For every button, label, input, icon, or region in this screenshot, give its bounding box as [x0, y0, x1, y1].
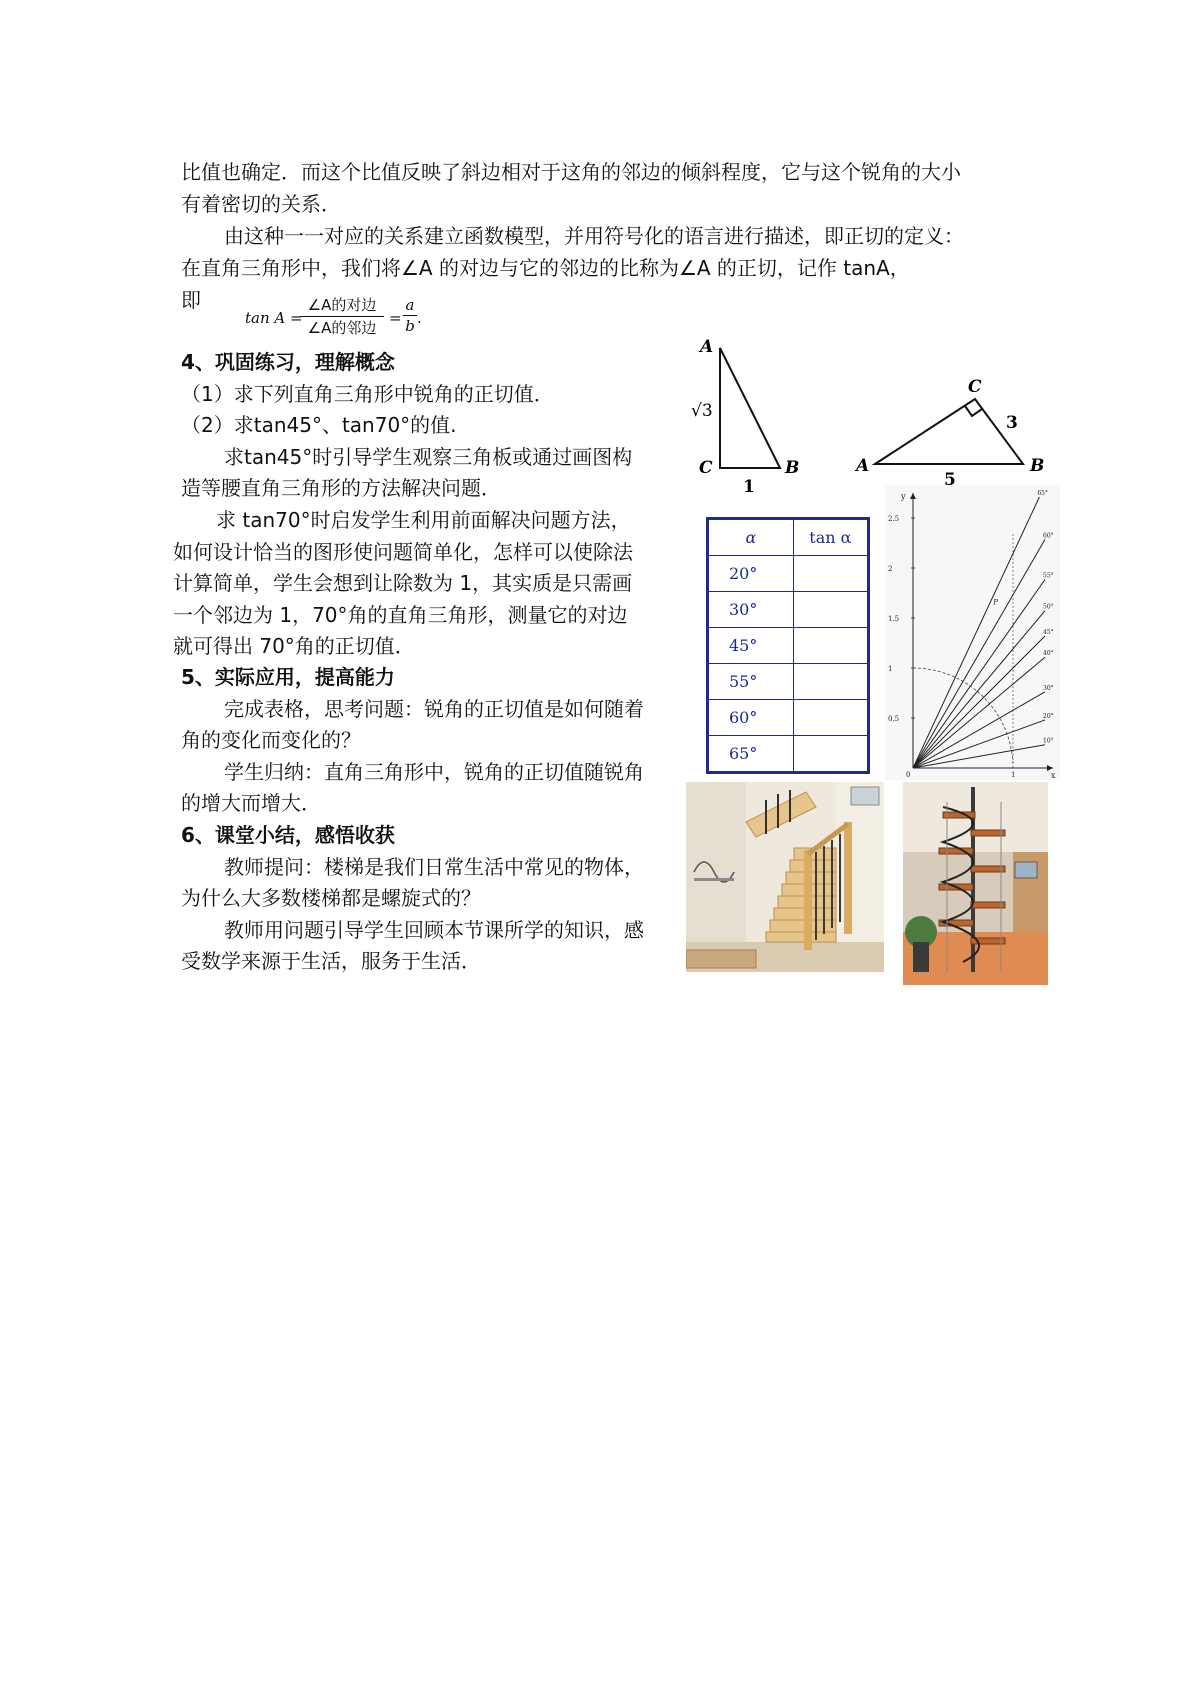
intro-line-2: 有着密切的关系．	[181, 192, 341, 216]
table-row: 55°	[708, 664, 869, 700]
formula-lhs: tan A =	[245, 309, 303, 327]
section5-p2b: 的增大而增大．	[181, 791, 321, 815]
chart-point-label: P	[993, 598, 999, 607]
section5-p2a: 学生归纳：直角三角形中，锐角的正切值随锐角	[224, 760, 644, 784]
section4-heading: 4、巩固练习，理解概念	[181, 350, 395, 374]
staircase-photo	[686, 782, 884, 972]
section4-p2a: 求 tan70°时启发学生利用前面解决问题方法，	[216, 508, 631, 532]
section5-p1b: 角的变化而变化的？	[181, 728, 361, 752]
chart-y-tick-label: 2.5	[888, 515, 900, 523]
intro-line-1: 比值也确定．而这个比值反映了斜边相对于这角的邻边的倾斜程度，它与这个锐角的大小	[181, 160, 961, 184]
section4-p1b: 造等腰直角三角形的方法解决问题．	[181, 476, 501, 500]
section6-p2b: 受数学来源于生活，服务于生活．	[181, 949, 481, 973]
triangle-2-side-right: 3	[1006, 413, 1018, 433]
tangent-table	[706, 517, 870, 774]
triangle-2-diagram	[850, 370, 1050, 485]
chart-y-tick-label: 1	[888, 665, 893, 673]
formula-denominator: ∠A的邻边	[307, 319, 377, 337]
section4-p2d: 一个邻边为 1，70°角的直角三角形，测量它的对边	[173, 603, 628, 627]
section4-p2c: 计算简单，学生会想到让除数为 1，其实质是只需画	[173, 571, 633, 595]
triangle-2-label-c: C	[968, 377, 982, 397]
section6-p1b: 为什么大多数楼梯都是螺旋式的？	[181, 886, 481, 910]
chart-y-label: y	[901, 492, 906, 501]
triangle-1-side-bottom: 1	[743, 477, 755, 495]
triangle-1-diagram	[685, 330, 805, 495]
chart-y-tick-label: 0.5	[888, 715, 900, 723]
chart-angle-label: 40°	[1043, 650, 1054, 658]
chart-x-tick-label: 0	[906, 771, 911, 779]
triangle-1-label-a: A	[700, 337, 714, 357]
section4-p2b: 如何设计恰当的图形使问题简单化，怎样可以使除法	[173, 540, 633, 564]
triangle-2-shape	[875, 399, 1023, 464]
section4-q1: （1）求下列直角三角形中锐角的正切值．	[181, 382, 554, 406]
table-header-alpha: α	[708, 519, 794, 556]
intro-line-5: 即	[181, 288, 201, 312]
section6-p1a: 教师提问：楼梯是我们日常生活中常见的物体，	[224, 855, 644, 879]
formula-numerator: ∠A的对边	[307, 296, 377, 314]
chart-angle-label: 65°	[1037, 490, 1049, 497]
table-row: 45°	[708, 628, 869, 664]
chart-x-tick-label: 1	[1011, 771, 1016, 779]
table-header-tan: tan α	[793, 519, 868, 556]
triangle-2-label-b: B	[1030, 456, 1045, 476]
table-row: 65°	[708, 736, 869, 773]
formula-fraction	[300, 295, 384, 338]
section4-q2: （2）求tan45°、tan70°的值.	[181, 413, 457, 437]
chart-angle-label: 55°	[1043, 572, 1054, 580]
chart-angle-label: 20°	[1043, 712, 1054, 720]
triangle-2-side-hyp: 5	[944, 470, 956, 485]
spiral-staircase-illustration	[903, 782, 1048, 985]
triangle-1-side-vertical: √3	[691, 401, 713, 421]
chart-angle-label: 45°	[1043, 629, 1054, 636]
section6-heading: 6、课堂小结，感悟收获	[181, 823, 395, 847]
triangle-1-shape	[720, 348, 780, 468]
staircase-illustration	[686, 782, 884, 972]
tangent-angle-chart	[885, 485, 1060, 780]
table-row: 20°	[708, 556, 869, 592]
section6-p2a: 教师用问题引导学生回顾本节课所学的知识，感	[224, 918, 644, 942]
section5-heading: 5、实际应用，提高能力	[181, 665, 395, 689]
table-row: 60°	[708, 700, 869, 736]
triangle-1-label-b: B	[785, 458, 800, 478]
section5-p1a: 完成表格，思考问题：锐角的正切值是如何随着	[224, 697, 644, 721]
triangle-1-label-c: C	[699, 458, 713, 478]
table-row: 30°	[708, 592, 869, 628]
section4-p1a: 求tan45°时引导学生观察三角板或通过画图构	[224, 445, 633, 469]
section4-p2e: 就可得出 70°角的正切值．	[173, 634, 415, 658]
chart-y-tick-label: 2	[888, 565, 893, 573]
chart-x-label: x	[1051, 771, 1056, 780]
chart-y-tick-label: 1.5	[888, 615, 900, 623]
intro-line-3: 由这种一一对应的关系建立函数模型，并用符号化的语言进行描述，即正切的定义：	[224, 224, 964, 248]
chart-angle-label: 60°	[1043, 532, 1054, 540]
intro-line-4: 在直角三角形中，我们将∠A 的对边与它的邻边的比称为∠A 的正切，记作 tanA，	[181, 256, 910, 280]
chart-angle-label: 10°	[1043, 737, 1054, 745]
formula-ab: a b	[403, 295, 417, 336]
table-header-row	[708, 519, 869, 556]
chart-angle-label: 50°	[1043, 603, 1054, 611]
triangle-2-label-a: A	[856, 456, 870, 476]
formula-equals: =	[389, 309, 402, 327]
spiral-staircase-photo	[903, 782, 1048, 985]
chart-angle-label: 30°	[1043, 684, 1054, 692]
